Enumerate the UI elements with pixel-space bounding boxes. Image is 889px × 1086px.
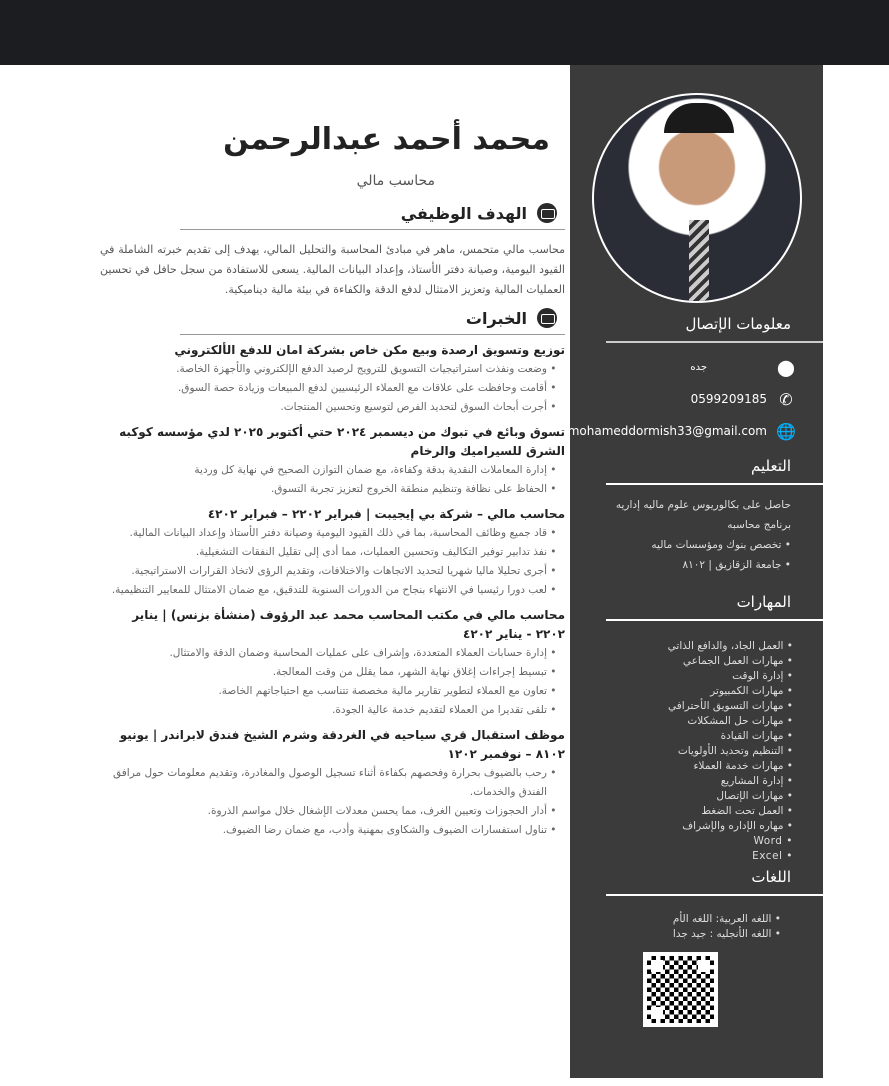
email-row <box>567 415 823 447</box>
education-item: • جامعة الزقازيق | ٨١٠٢ <box>600 555 791 575</box>
job-bullet: • تبسيط إجراءات إغلاق نهاية الشهر، مما يقلل من وقت المعالجة. <box>100 663 547 682</box>
education-degree: حاصل على بكالوريوس علوم ماليه إداريه برنامج محاسبه <box>615 499 791 531</box>
location-row <box>570 351 823 383</box>
language-item: • اللغه العربية: اللغه الأم <box>570 912 781 927</box>
job-title: محاسب مالي – شركة بي إيجيبت | فبراير ٢٢٠٢ – فبراير ٤٢٠٢ <box>207 507 565 521</box>
location-pin-icon: ⬤ <box>777 357 795 377</box>
main-column <box>100 110 565 840</box>
profile-photo <box>592 93 802 303</box>
experience-heading <box>180 308 565 335</box>
job-bullets <box>100 461 565 499</box>
phone-text[interactable]: 0599209185 <box>690 392 767 406</box>
education-heading: التعليم <box>751 457 791 475</box>
job-title: موظف استقبال قري سياحيه في الغردقة وشرم الشيخ فندق لابراندر | يونيو ٨١٠٢ – نوفمبر ١٢٠٢ <box>119 728 565 761</box>
skill-item: • مهارات التسويق الأحترافي <box>570 699 793 714</box>
education-item: • تخصص بنوك ومؤسسات ماليه <box>600 535 791 555</box>
divider <box>606 894 823 896</box>
section-title: الخبرات <box>465 308 527 328</box>
job-bullets <box>100 764 565 840</box>
job-bullet: • الحفاظ على نظافة وتنظيم منطقة الخروج لتعزيز تجربة التسوق. <box>100 480 547 499</box>
skill-item: • مهارات خدمة العملاء <box>570 759 793 774</box>
skill-item: • مهاره الإداره والإشراف <box>570 819 793 834</box>
job-title: تسوق وبائع في تبوك من ديسمبر ٢٠٢٤ حتي أكتوبر ٢٠٢٥ لدي مؤسسه كوكبه الشرق للسيراميك والرخام <box>119 425 565 458</box>
phone-icon: ✆ <box>779 389 793 409</box>
job-bullet: • إدارة المعاملات النقدية بدقة وكفاءة، مع ضمان التوازن الصحيح في نهاية كل وردية <box>100 461 547 480</box>
skill-item: • مهارات العمل الجماعي <box>570 654 793 669</box>
briefcase-icon <box>537 308 557 328</box>
skill-item: • Excel <box>570 849 793 864</box>
phone-row <box>570 383 823 415</box>
languages-list <box>570 912 823 942</box>
job-bullet: • تناول استفسارات الضيوف والشكاوى بمهنية وأدب، مع ضمان رضا الضيوف. <box>100 821 547 840</box>
top-bar <box>0 0 889 65</box>
job-title: توزيع وتسويق ارصدة وبيع مكن خاص بشركة امان للدفع الألكتروني <box>174 343 565 357</box>
skill-item: • مهارات الإتصال <box>570 789 793 804</box>
qr-code[interactable] <box>643 952 718 1027</box>
skill-item: • العمل الجاد، والدافع الذاتي <box>570 639 793 654</box>
globe-icon: 🌐 <box>776 421 796 441</box>
languages-heading: اللغات <box>751 868 791 886</box>
skill-item: • التنظيم وتحديد الأولويات <box>570 744 793 759</box>
job-bullet: • لعب دورا رئيسيا في الانتهاء بنجاح من الدورات السنوية للتدقيق، مع ضمان الامتثال للمعايير التنظيمية. <box>100 581 547 600</box>
language-item: • اللغه الأنجليه : جيد جدا <box>570 927 781 942</box>
job-bullets <box>100 524 565 600</box>
skill-item: • العمل تحت الضغط <box>570 804 793 819</box>
job-bullets <box>100 644 565 720</box>
skill-item: • Word <box>570 834 793 849</box>
skill-item: • مهارات حل المشكلات <box>570 714 793 729</box>
contact-heading: معلومات الإتصال <box>685 315 791 333</box>
job-list <box>100 341 565 840</box>
education-body <box>570 495 823 575</box>
job-bullet: • أجرت أبحاث السوق لتحديد الفرص لتوسيع وتحسين المنتجات. <box>100 398 547 417</box>
objective-text: محاسب مالي متحمس، ماهر في مبادئ المحاسبة والتحليل المالي، يهدف إلى تقديم خبرته الشاملة في القيود اليومية، وصيانة دفتر الأستاذ، وإعداد البيانات المالية. يسعى للاستفادة من سجل حافل في تحسين العمليات المالية وتعزيز الامتثال لدفع الدقة والكفاءة في بيئة مالية ديناميكية. <box>100 243 565 296</box>
skill-item: • مهارات الكمبيوتر <box>570 684 793 699</box>
job-bullet: • أقامت وحافظت على علاقات مع العملاء الرئيسيين لدفع المبيعات وزيادة حصة السوق. <box>100 379 547 398</box>
job-title: محاسب مالي <box>356 173 435 189</box>
skill-item: • إدارة الوقت <box>570 669 793 684</box>
job-bullet: • رحب بالضيوف بحرارة وفحصهم بكفاءة أثناء تسجيل الوصول والمغادرة، وتقديم معلومات حول مرافق الفندق والخدمات. <box>100 764 547 802</box>
skills-list <box>570 639 823 864</box>
job-title: محاسب مالي في مكتب المحاسب محمد عبد الرؤوف (منشأة بزنس) | يناير ٢٢٠٢ - يناير ٤٢٠٢ <box>132 608 565 641</box>
job-bullet: • وضعت ونفذت استراتيجيات التسويق للترويج لرصيد الدفع الإلكتروني والأجهزة الخاصة. <box>100 360 547 379</box>
job-bullet: • نفذ تدابير توفير التكاليف وتحسين العمليات، مما أدى إلى تقليل النفقات التشغيلية. <box>100 543 547 562</box>
skill-item: • مهارات القيادة <box>570 729 793 744</box>
briefcase-icon <box>537 203 557 223</box>
job-bullet: • إدارة حسابات العملاء المتعددة، وإشراف على عمليات المحاسبة وضمان الدقة والامتثال. <box>100 644 547 663</box>
email-link[interactable]: mohameddormish33@gmail.com <box>567 424 767 438</box>
job-bullet: • أجرى تحليلا ماليا شهريا لتحديد الاتجاهات والاختلافات، وتقديم الرؤى لاتخاذ القرارات الاستراتيجية. <box>100 562 547 581</box>
job-bullet: • أدار الحجوزات وتعيين الغرف، مما يحسن معدلات الإشغال خلال مواسم الذروة. <box>100 802 547 821</box>
candidate-name: محمد أحمد عبدالرحمن <box>223 122 550 157</box>
location-text: جده <box>690 361 707 373</box>
skill-item: • إدارة المشاريع <box>570 774 793 789</box>
job-bullet: • تلقى تقديرا من العملاء لتقديم خدمة عالية الجودة. <box>100 701 547 720</box>
job-bullet: • تعاون مع العملاء لتطوير تقارير مالية مخصصة تتناسب مع احتياجاتهم الخاصة. <box>100 682 547 701</box>
skills-heading: المهارات <box>736 593 791 611</box>
job-bullets <box>100 360 565 417</box>
section-title: الهدف الوظيفي <box>400 203 527 223</box>
objective-heading <box>180 203 565 230</box>
divider <box>606 619 823 621</box>
job-bullet: • قاد جميع وظائف المحاسبة، بما في ذلك القيود اليومية وصيانة دفتر الأستاذ وإعداد البيانات المالية. <box>100 524 547 543</box>
divider <box>606 483 823 485</box>
